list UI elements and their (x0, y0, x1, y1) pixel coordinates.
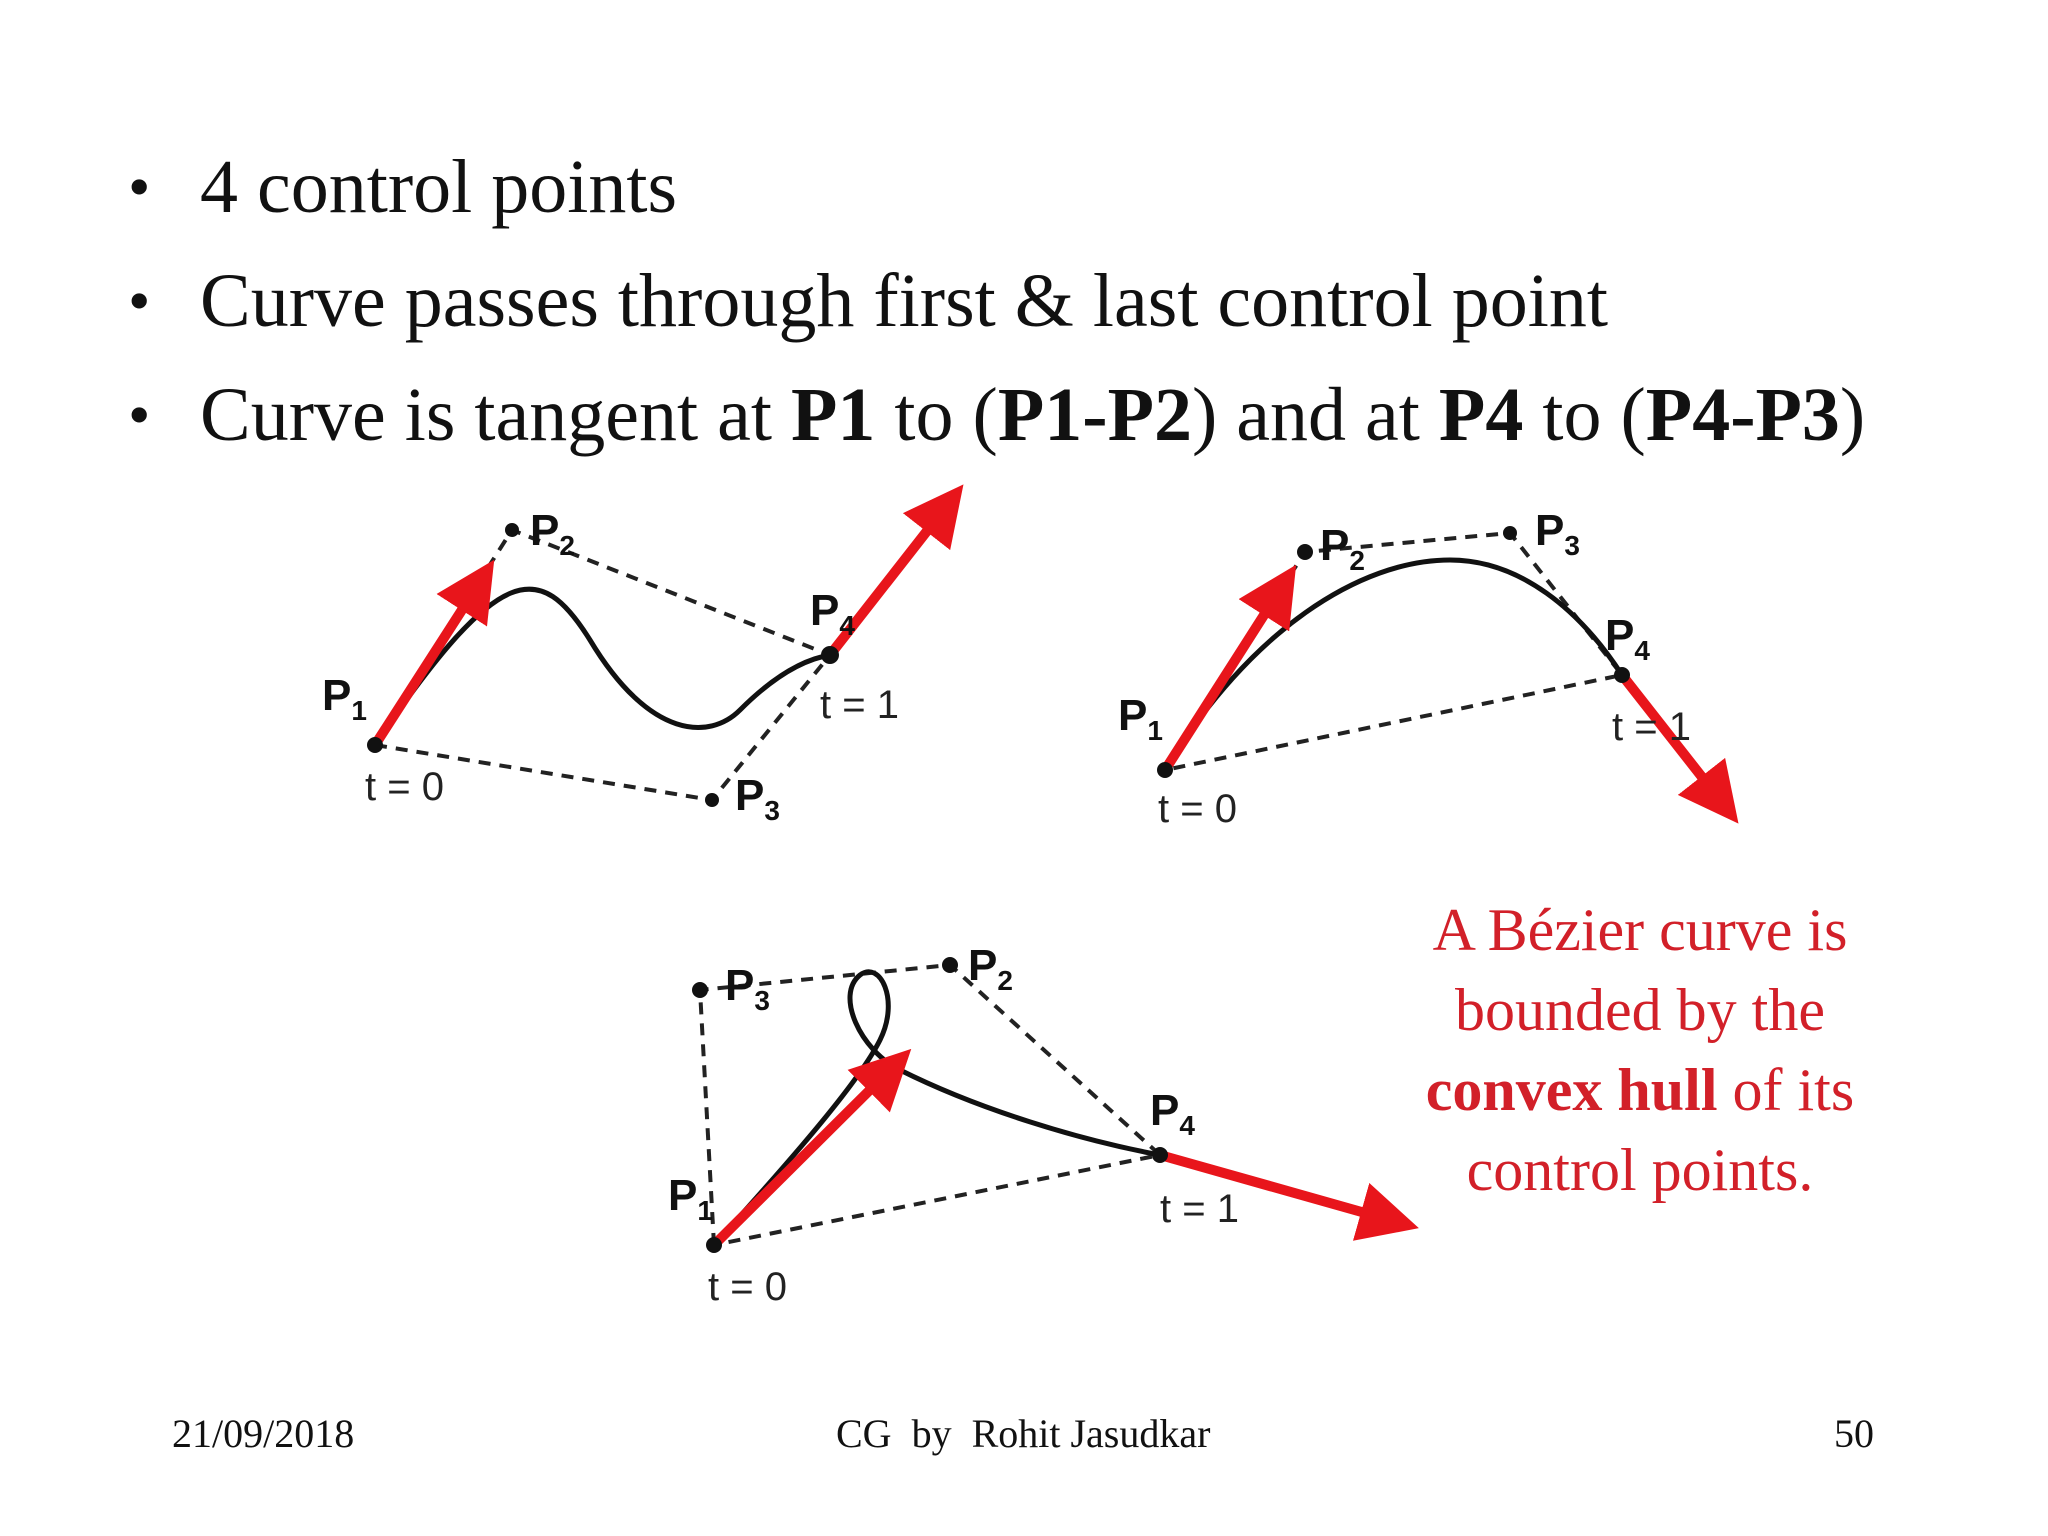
control-point-p2 (505, 523, 519, 537)
label-p2: $P_2$ (968, 941, 1013, 996)
control-point-p3 (705, 793, 719, 807)
tangent-arrow-start (375, 585, 478, 745)
control-point-p4 (1152, 1147, 1168, 1163)
control-point-p3 (692, 982, 708, 998)
bullet-text: Curve is tangent at P1 to (P1-P2) and at P4 to (P4-P3) (200, 373, 1866, 457)
label-p3: $P_3$ (1535, 506, 1580, 561)
tangent-arrow-start (714, 1070, 890, 1245)
label-t0: t = 0 (708, 1265, 787, 1309)
bullet-text: Curve passes through first & last control point (200, 259, 1608, 343)
note-line-3: convex hull of its (1425, 1057, 1855, 1123)
note-line-4: control points. (1466, 1137, 1814, 1203)
bullet-symbol: • (128, 265, 151, 336)
convex-hull-note (1400, 890, 1880, 1210)
label-p2: $P_2$ (1320, 521, 1365, 576)
footer-author: CG by Rohit Jasudkar (836, 1411, 1211, 1456)
diagram-s-curve (322, 506, 945, 826)
label-p3: $P_3$ (735, 771, 780, 826)
control-point-p1 (1157, 762, 1173, 778)
label-t0: t = 0 (365, 765, 444, 809)
control-point-p2 (942, 957, 958, 973)
label-t1: t = 1 (820, 683, 899, 727)
label-p1: $P_1$ (668, 1171, 713, 1226)
control-point-p4 (1614, 667, 1630, 683)
label-p2: $P_2$ (530, 506, 575, 561)
control-point-p3 (1503, 526, 1517, 540)
label-p4: $P_4$ (1150, 1086, 1195, 1141)
label-p1: $P_1$ (322, 671, 367, 726)
label-p3: $P_3$ (725, 961, 770, 1016)
label-t1: t = 1 (1612, 705, 1691, 749)
diagram-arch-curve (1118, 506, 1720, 831)
footer-date: 21/09/2018 (172, 1411, 355, 1456)
note-line-2: bounded by the (1455, 977, 1825, 1043)
bullet-symbol: • (128, 151, 151, 222)
note-line-1: A Bézier curve is (1432, 897, 1848, 963)
control-point-p2 (1297, 544, 1313, 560)
label-p4: $P_4$ (810, 586, 855, 641)
label-t0: t = 0 (1158, 787, 1237, 831)
bezier-curve (714, 972, 1160, 1245)
label-p1: $P_1$ (1118, 691, 1163, 746)
control-point-p4 (821, 646, 839, 664)
label-t1: t = 1 (1160, 1187, 1239, 1231)
diagram-loop-curve (668, 941, 1390, 1309)
bullet-symbol: • (128, 379, 151, 450)
footer-page-number: 50 (1834, 1411, 1874, 1456)
control-polygon (375, 530, 830, 800)
label-p4: $P_4$ (1605, 611, 1650, 666)
control-point-p1 (706, 1237, 722, 1253)
control-point-p1 (367, 737, 383, 753)
bullet-text: 4 control points (200, 145, 678, 229)
bezier-curve (375, 589, 830, 745)
tangent-arrow-start (1165, 590, 1280, 770)
